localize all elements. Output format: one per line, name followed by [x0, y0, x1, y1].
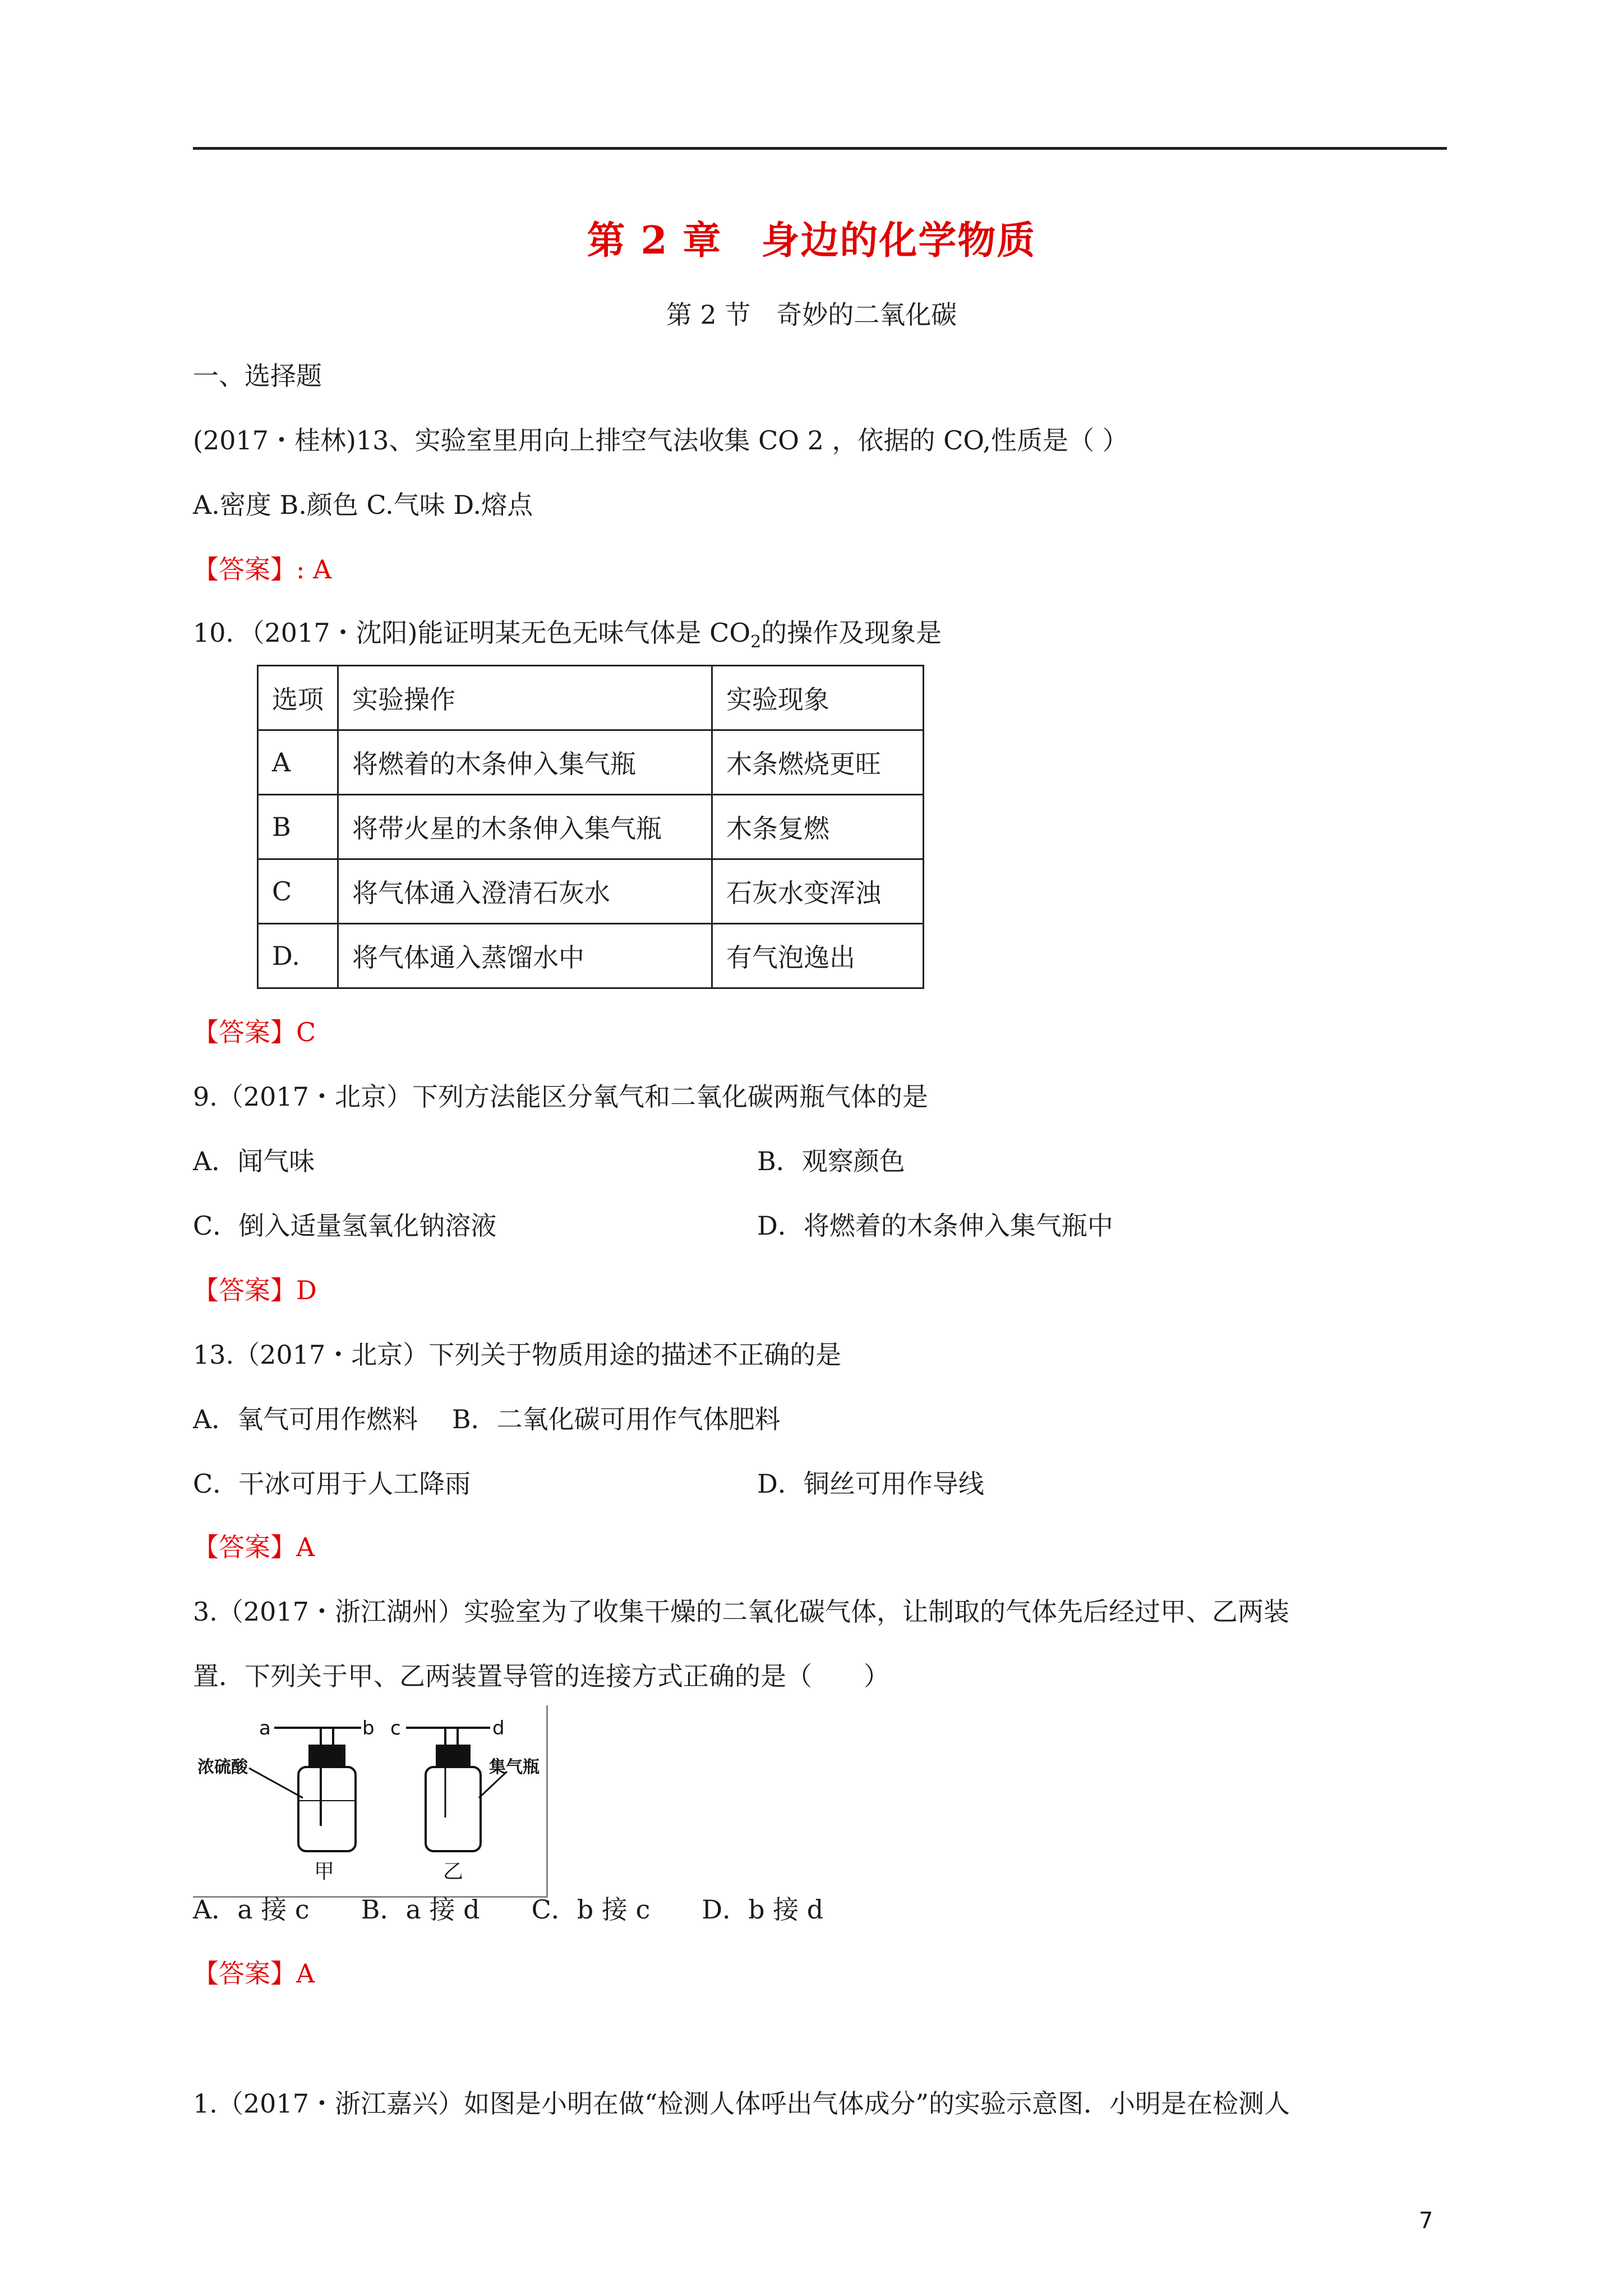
- chapter-title: 第 2 章 身边的化学物质: [587, 218, 1036, 263]
- answer: [193, 1957, 315, 1990]
- table-row: [258, 924, 924, 988]
- option-b: B．观察颜色: [757, 1146, 905, 1176]
- question-stem-line-1: 3.（2017・浙江湖州）实验室为了收集干燥的二氧化碳气体，让制取的气体先后经过甲、乙两装: [193, 1596, 1289, 1627]
- table-header-row: [258, 666, 924, 730]
- table-row: [258, 730, 924, 795]
- table-cell: 将气体通入蒸馏水中: [338, 924, 712, 988]
- answer-value: : A: [296, 554, 332, 585]
- table-cell: 石灰水变浑浊: [712, 859, 924, 924]
- header-rule: [193, 147, 1447, 150]
- answer: [193, 553, 331, 586]
- option-d: D．将燃着的木条伸入集气瓶中: [757, 1211, 1113, 1241]
- label-a: a: [259, 1717, 271, 1740]
- stem-subscript: 2: [750, 632, 762, 652]
- table-row: [258, 795, 924, 859]
- left-reagent-label: 浓硫酸: [197, 1757, 248, 1777]
- table-cell: D.: [258, 924, 338, 988]
- label-d: d: [492, 1717, 505, 1740]
- right-bottle-name: 乙: [443, 1860, 464, 1883]
- option-d: D．铜丝可用作导线: [757, 1469, 984, 1499]
- answer-value: A: [296, 1958, 315, 1989]
- answer-label: 【答案】: [193, 1017, 296, 1047]
- table-header: 实验现象: [712, 666, 924, 730]
- table-cell: C: [258, 859, 338, 924]
- option-a: A．闻气味: [193, 1146, 315, 1176]
- answer-value: C: [296, 1017, 316, 1047]
- option-c: C．干冰可用于人工降雨: [193, 1469, 471, 1499]
- table-header: 选项: [258, 666, 338, 730]
- table-cell: 木条复燃: [712, 795, 924, 859]
- answer-label: 【答案】: [193, 1532, 296, 1562]
- part-heading: 一、选择题: [193, 361, 322, 391]
- stem-text: 10．（2017・沈阳)能证明某无色无味气体是 CO: [193, 618, 751, 648]
- stem-text-end: 的操作及现象是: [761, 618, 942, 648]
- question-stem: 9.（2017・北京）下列方法能区分氧气和二氧化碳两瓶气体的是: [193, 1082, 928, 1112]
- answer-value: A: [296, 1532, 315, 1562]
- answer: [193, 1273, 317, 1307]
- answer-value: D: [296, 1275, 317, 1305]
- option-c: C．倒入适量氢氧化钠溶液: [193, 1211, 497, 1241]
- question-stem-line-2: 置．下列关于甲、乙两装置导管的连接方式正确的是（ ）: [193, 1661, 889, 1691]
- question-stem: [193, 616, 942, 659]
- label-b: b: [362, 1717, 375, 1740]
- table-cell: 将带火星的木条伸入集气瓶: [338, 795, 712, 859]
- page-number: 7: [1419, 2208, 1433, 2234]
- answer-label: 【答案】: [193, 1275, 296, 1305]
- answer-label: 【答案】: [193, 554, 296, 585]
- left-bottle-name: 甲: [314, 1860, 335, 1883]
- option-ab: A．氧气可用作燃料 B．二氧化碳可用作气体肥料: [193, 1404, 781, 1434]
- answer: [193, 1530, 315, 1564]
- table-cell: 木条燃烧更旺: [712, 730, 924, 795]
- label-c: c: [390, 1717, 401, 1740]
- question-stem: (2017・桂林)13、实验室里用向上排空气法收集 CO 2 ，依据的 CO,性质是（ ）: [193, 425, 1128, 455]
- table-row: [258, 859, 924, 924]
- right-vessel-label: 集气瓶: [489, 1757, 540, 1777]
- answer: [193, 1015, 316, 1049]
- table-cell: B: [258, 795, 338, 859]
- table-cell: A: [258, 730, 338, 795]
- question-options: A．a 接 c B．a 接 d C．b 接 c D．b 接 d: [193, 1894, 824, 1925]
- apparatus-diagram: [193, 1705, 546, 1896]
- question-options: A.密度 B.颜色 C.气味 D.熔点: [193, 490, 533, 520]
- table-header: 实验操作: [338, 666, 712, 730]
- question-stem: 1.（2017・浙江嘉兴）如图是小明在做“检测人体呼出气体成分”的实验示意图．小明是在检测人: [193, 2088, 1290, 2119]
- table-cell: 有气泡逸出: [712, 924, 924, 988]
- table-cell: 将气体通入澄清石灰水: [338, 859, 712, 924]
- table-cell: 将燃着的木条伸入集气瓶: [338, 730, 712, 795]
- apparatus-figure: [193, 1705, 548, 1898]
- options-table: [257, 665, 924, 989]
- section-title: 第 2 节 奇妙的二氧化碳: [666, 300, 957, 330]
- answer-label: 【答案】: [193, 1958, 296, 1989]
- question-stem: 13.（2017・北京）下列关于物质用途的描述不正确的是: [193, 1340, 842, 1370]
